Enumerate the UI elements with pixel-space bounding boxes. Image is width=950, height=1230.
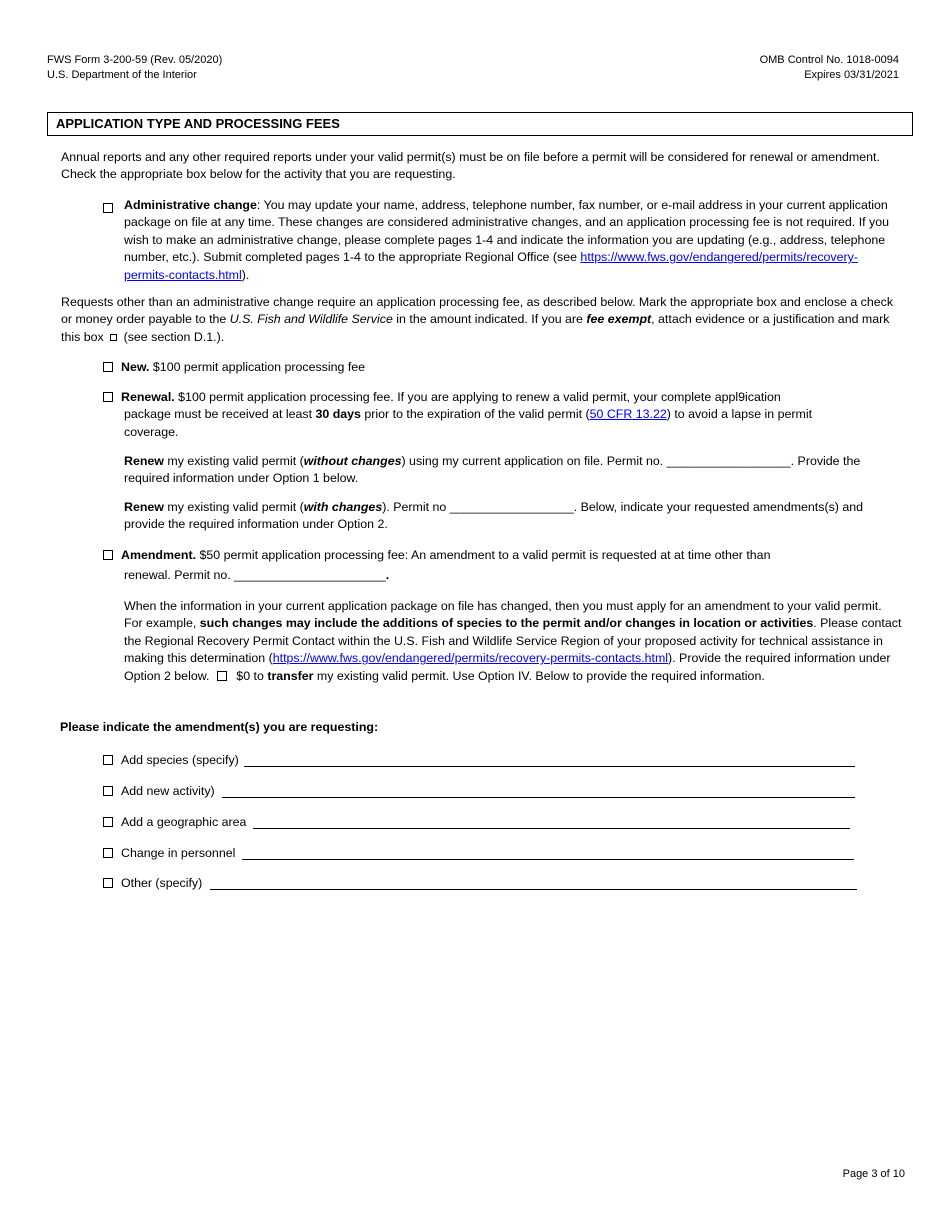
requests-text-2: in the amount indicated. If you are: [392, 312, 587, 327]
renew-opt2-text-b: ). Permit no __________________. Below, indicate your requested amendments(s) and provide the required information under Option 2.: [124, 500, 864, 532]
department: U.S. Department of the Interior: [47, 69, 197, 81]
personnel-checkbox[interactable]: [103, 848, 113, 858]
renewal-days: 30 days: [315, 407, 361, 422]
form-header-right: [760, 53, 899, 83]
amend-item-activity: [103, 783, 215, 800]
amendment-para-c: ). Provide the required information under Option 2 below.: [124, 651, 891, 683]
renewal-option: [103, 389, 903, 441]
renew-opt1-text-b: ) using my current application on file. Permit no. __________________. Provide the required information under Option 1 below.: [124, 454, 861, 486]
amendment-label: Amendment.: [121, 548, 197, 562]
renewal-line-2c: ) to avoid a lapse in permit: [666, 407, 813, 422]
amendment-line-1: $50 permit application processing fee: An amendment to a valid permit is requested at at time other than: [196, 548, 771, 562]
renew-option-2: [124, 499, 902, 534]
admin-change-checkbox[interactable]: [103, 203, 113, 213]
amend-item-other: [103, 875, 202, 892]
without-changes-label: without changes: [303, 454, 402, 468]
other-checkbox[interactable]: [103, 878, 113, 888]
amendment-para-e: my existing valid permit. Use Option IV. Below to provide the required information.: [313, 668, 765, 683]
amendment-checkbox[interactable]: [103, 550, 113, 560]
renewal-line-2a: package must be received at least: [124, 407, 316, 422]
new-text: $100 permit application processing fee: [149, 360, 366, 374]
add-species-checkbox[interactable]: [103, 755, 113, 765]
omb-control: OMB Control No. 1018-0094: [759, 54, 899, 66]
renewal-line-1: $100 permit application processing fee. If you are applying to renew a valid permit, your complete appl9ication: [174, 390, 781, 404]
transfer-label: transfer: [267, 668, 314, 683]
add-activity-checkbox[interactable]: [103, 786, 113, 796]
admin-change-end: ).: [241, 267, 250, 282]
cfr-link[interactable]: 50 CFR 13.22: [589, 407, 667, 422]
expiration-date: Expires 03/31/2021: [804, 69, 899, 81]
amendment-para-a: When the information in your current application package on file has changed, then you must apply for an amendment to your valid permit. For example,: [124, 599, 882, 631]
transfer-checkbox[interactable]: [217, 671, 227, 681]
renew-option-1: [124, 453, 902, 488]
amendments-heading: Please indicate the amendment(s) you are requesting:: [60, 720, 379, 734]
page-number: Page 3 of 10: [842, 1168, 905, 1180]
form-id: FWS Form 3-200-59 (Rev. 05/2020): [47, 54, 223, 66]
renew-opt1-label: Renew: [124, 454, 164, 468]
amendment-paragraph: [124, 598, 902, 685]
add-species-input[interactable]: [244, 754, 855, 767]
new-label: New.: [121, 360, 150, 374]
amend-item-personnel: [103, 845, 235, 862]
amendment-para-b: . Please contact the Regional Recovery Permit Contact within the U.S. Fish and Wildlife Service Region of your proposed activity for technical assistance in making this determination (: [124, 616, 902, 666]
renew-opt1-text-a: my existing valid permit (: [163, 454, 304, 468]
other-label: Other (specify): [121, 876, 203, 890]
admin-change-option: [103, 197, 901, 284]
renewal-label: Renewal.: [121, 390, 175, 404]
requests-text-4: (see section D.1.).: [120, 329, 225, 344]
add-species-label: Add species (specify): [121, 753, 239, 767]
amendment-contacts-link[interactable]: https://www.fws.gov/endangered/permits/recovery-permits-contacts.html: [272, 651, 669, 666]
with-changes-label: with changes: [303, 500, 383, 514]
requests-paragraph: [61, 294, 903, 346]
renewal-line-2b: prior to the expiration of the valid permit (: [360, 407, 590, 422]
personnel-label: Change in personnel: [121, 846, 236, 860]
new-option: [103, 359, 901, 376]
admin-change-label: Administrative change: [124, 198, 257, 212]
fee-exempt-label: fee exempt: [586, 312, 652, 327]
requests-text-3: , attach evidence or a justification and mark this box: [61, 312, 890, 344]
amend-item-geographic: [103, 814, 246, 831]
admin-change-text: : You may update your name, address, telephone number, fax number, or e-mail address in your current application package on file at any time. These changes are considered administrative changes, and an application processing fee is not required. If you wish to make an administrative change, please complete pages 1-4 and indicate the information you are updating (e.g., address, telephone number, etc.). Submit completed pages 1-4 to the appropriate Regional Office (see: [124, 198, 890, 265]
admin-contacts-link[interactable]: https://www.fws.gov/endangered/permits/recovery-permits-contacts.html: [124, 250, 858, 282]
renew-opt2-text-a: my existing valid permit (: [163, 500, 304, 514]
renewal-checkbox[interactable]: [103, 392, 113, 402]
fee-exempt-checkbox[interactable]: [110, 334, 117, 341]
renew-opt2-label: Renew: [124, 500, 164, 514]
amendment-line-2-end: .: [385, 568, 390, 583]
add-area-checkbox[interactable]: [103, 817, 113, 827]
personnel-input[interactable]: [242, 847, 854, 860]
agency-name: U.S. Fish and Wildlife Service: [229, 312, 393, 327]
amendment-para-bold: such changes may include the additions of species to the permit and/or changes in location or activities: [199, 616, 814, 631]
new-checkbox[interactable]: [103, 362, 113, 372]
renewal-line-3: coverage.: [124, 424, 179, 439]
add-activity-label: Add new activity): [121, 784, 215, 798]
requests-text-1: Requests other than an administrative change require an application processing fee, as described below. Mark the appropriate box and enclose a check or money order payable to the: [61, 295, 894, 327]
amend-item-species: [103, 752, 239, 769]
other-input[interactable]: [210, 877, 857, 890]
intro-paragraph: Annual reports and any other required reports under your valid permit(s) must be on file before a permit will be considered for renewal or amendment. Check the appropriate box below for the activity that you are requesting.: [61, 150, 880, 182]
section-title: APPLICATION TYPE AND PROCESSING FEES: [47, 112, 913, 136]
amendment-line-2: renewal. Permit no. ______________________: [124, 568, 386, 583]
amendment-para-d: $0 to: [232, 668, 268, 683]
add-activity-input[interactable]: [222, 785, 855, 798]
add-area-input[interactable]: [253, 816, 850, 829]
add-area-label: Add a geographic area: [121, 815, 247, 829]
form-header-left: [47, 53, 222, 83]
amendment-option: [103, 547, 903, 585]
